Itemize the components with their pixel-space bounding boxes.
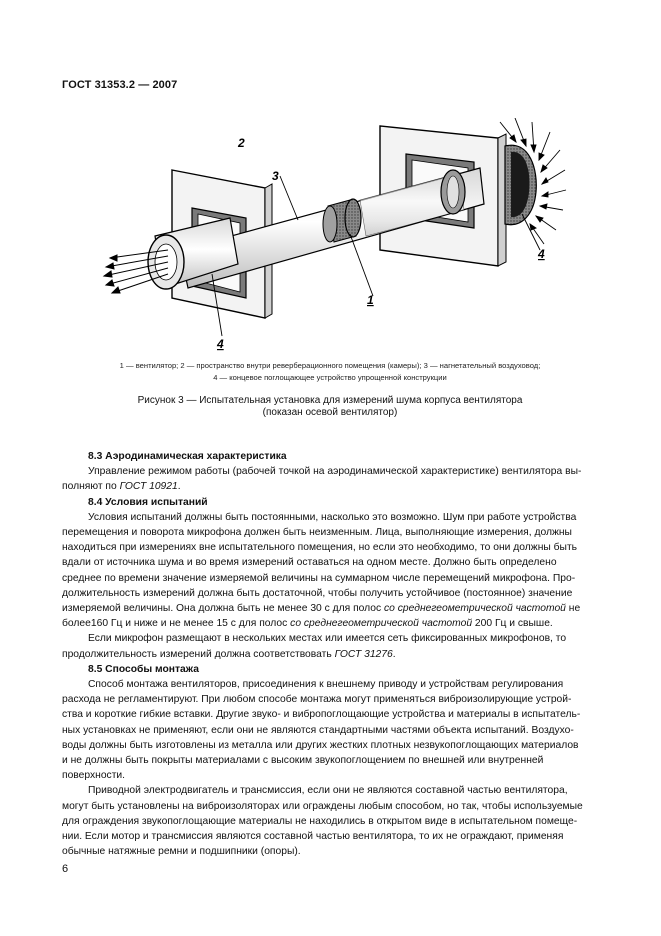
figure-label-4-right: 4 — [538, 247, 545, 261]
section-8-4-heading: 8.4 Условия испытаний — [88, 496, 208, 508]
section-8-4-line-5: среднее по времени значение измеряемой величины на суммарном числе перемещений микрофона. Про- — [62, 572, 576, 584]
figure-legend-line-2: 4 — концевое поглощающее устройство упрощенной конструкции — [213, 373, 447, 382]
gost-10921-ref: ГОСТ 10921 — [119, 481, 178, 493]
section-8-5-line-12: обычные натяжные ремни и подшипники (опоры). — [62, 846, 301, 858]
section-8-4-line-9: Если микрофон размещают в нескольких местах или имеется сеть фиксированных микрофонов, то — [88, 633, 567, 645]
figure-label-4-left: 4 — [217, 337, 224, 351]
figure-title-line-2: (показан осевой вентилятор) — [262, 407, 398, 418]
section-8-5-line-7: поверхности. — [62, 770, 126, 782]
figure-label-2: 2 — [238, 136, 245, 150]
section-8-5-line-1: Способ монтажа вентиляторов, присоединения к внешнему приводу и устройствам регулирования — [88, 679, 564, 691]
section-8-4-line-10: продолжительность измерений должна соответствовать ГОСТ 31276. — [62, 648, 396, 660]
figure-title-line-1: Рисунок 3 — Испытательная установка для измерений шума корпуса вентилятора — [137, 395, 523, 406]
section-8-4-line-1: Условия испытаний должны быть постоянными, насколько это возможно. Шум при работе устройства — [88, 511, 577, 523]
fan — [323, 199, 361, 242]
section-8-4-line-3: находиться при измерениях вне испытательного помещения, но если это необходимо, то они должны быть — [62, 542, 578, 554]
figure-legend-line-1: 1 — вентилятор; 2 — пространство внутри реверберационного помещения (камеры); 3 — нагнетательный воздуховод; — [119, 361, 541, 370]
figure-label-1: 1 — [367, 293, 374, 307]
test-setup-figure — [60, 118, 600, 358]
end-absorber — [505, 145, 536, 224]
section-8-5-heading: 8.5 Способы монтажа — [88, 663, 199, 675]
section-8-4-line-4: вдали от источника шума и во время измерений оставаться на одном месте. Должно быть определено — [62, 557, 557, 569]
section-8-3-line-2: полняют по ГОСТ 10921. — [62, 481, 181, 493]
section-8-3-line-1: Управление режимом работы (рабочей точкой на аэродинамической характеристике) вентилятора вы- — [88, 466, 582, 478]
section-8-5-line-6: и не должны быть покрыты материалами с высоким звукопоглощением по внешней или внутренней — [62, 755, 544, 767]
section-8-4-line-2: перемещения и поворота микрофона должен быть неизменным. Лица, выполняющие измерения, должны — [62, 527, 572, 539]
section-8-3-heading: 8.3 Аэродинамическая характеристика — [88, 451, 287, 462]
section-8-5-line-2: расхода не регламентируют. При любом способе монтажа могут применяться виброизолирующие устрой- — [62, 694, 572, 706]
section-8-5-line-3: ства и короткие гибкие вставки. Другие звуко- и вибропоглощающие устройства и материалы в испытатель- — [62, 709, 581, 721]
section-8-5-line-4: ных установках не применяют, если они не являются стандартными частями объекта испытаний. Воздухо- — [62, 724, 574, 736]
section-8-4-line-8: более160 Гц и ниже и не менее 15 с для полос со среднегеометрической частотой 200 Гц и свыше. — [62, 618, 553, 630]
section-8-4-line-6: должительность измерений должна быть достаточной, чтобы получить устойчивое (постоянное) значение — [62, 587, 573, 599]
gost-31276-ref: ГОСТ 31276 — [334, 648, 393, 660]
figure-label-3: 3 — [272, 169, 279, 183]
section-8-5-line-5: воды должны быть изготовлены из металла или других жестких плотных незвукопоглощающих материалов — [62, 739, 579, 751]
section-8-5-line-11: нии. Если мотор и трансмиссия являются составной частью вентилятора, то их не ограждают, применяя — [62, 831, 564, 843]
section-8-5-line-8: Приводной электродвигатель и трансмиссия, если они не являются составной частью вентилятора, — [88, 785, 568, 797]
page-number: 6 — [62, 863, 69, 875]
section-8-5-line-10: для ограждения звукопоглощающие материалы не находились в открытом виде в испытательном помеще- — [62, 815, 578, 827]
body-text — [62, 449, 600, 859]
section-8-5-line-9: могут быть установлены на виброизоляторах или ограждены любым способом, но так, чтобы используемые — [62, 800, 583, 812]
document-header: ГОСТ 31353.2 — 2007 — [62, 79, 178, 91]
section-8-4-line-7: измеряемой величины. Она должна быть не менее 30 с для полос со среднегеометрической частотой не — [62, 603, 581, 615]
